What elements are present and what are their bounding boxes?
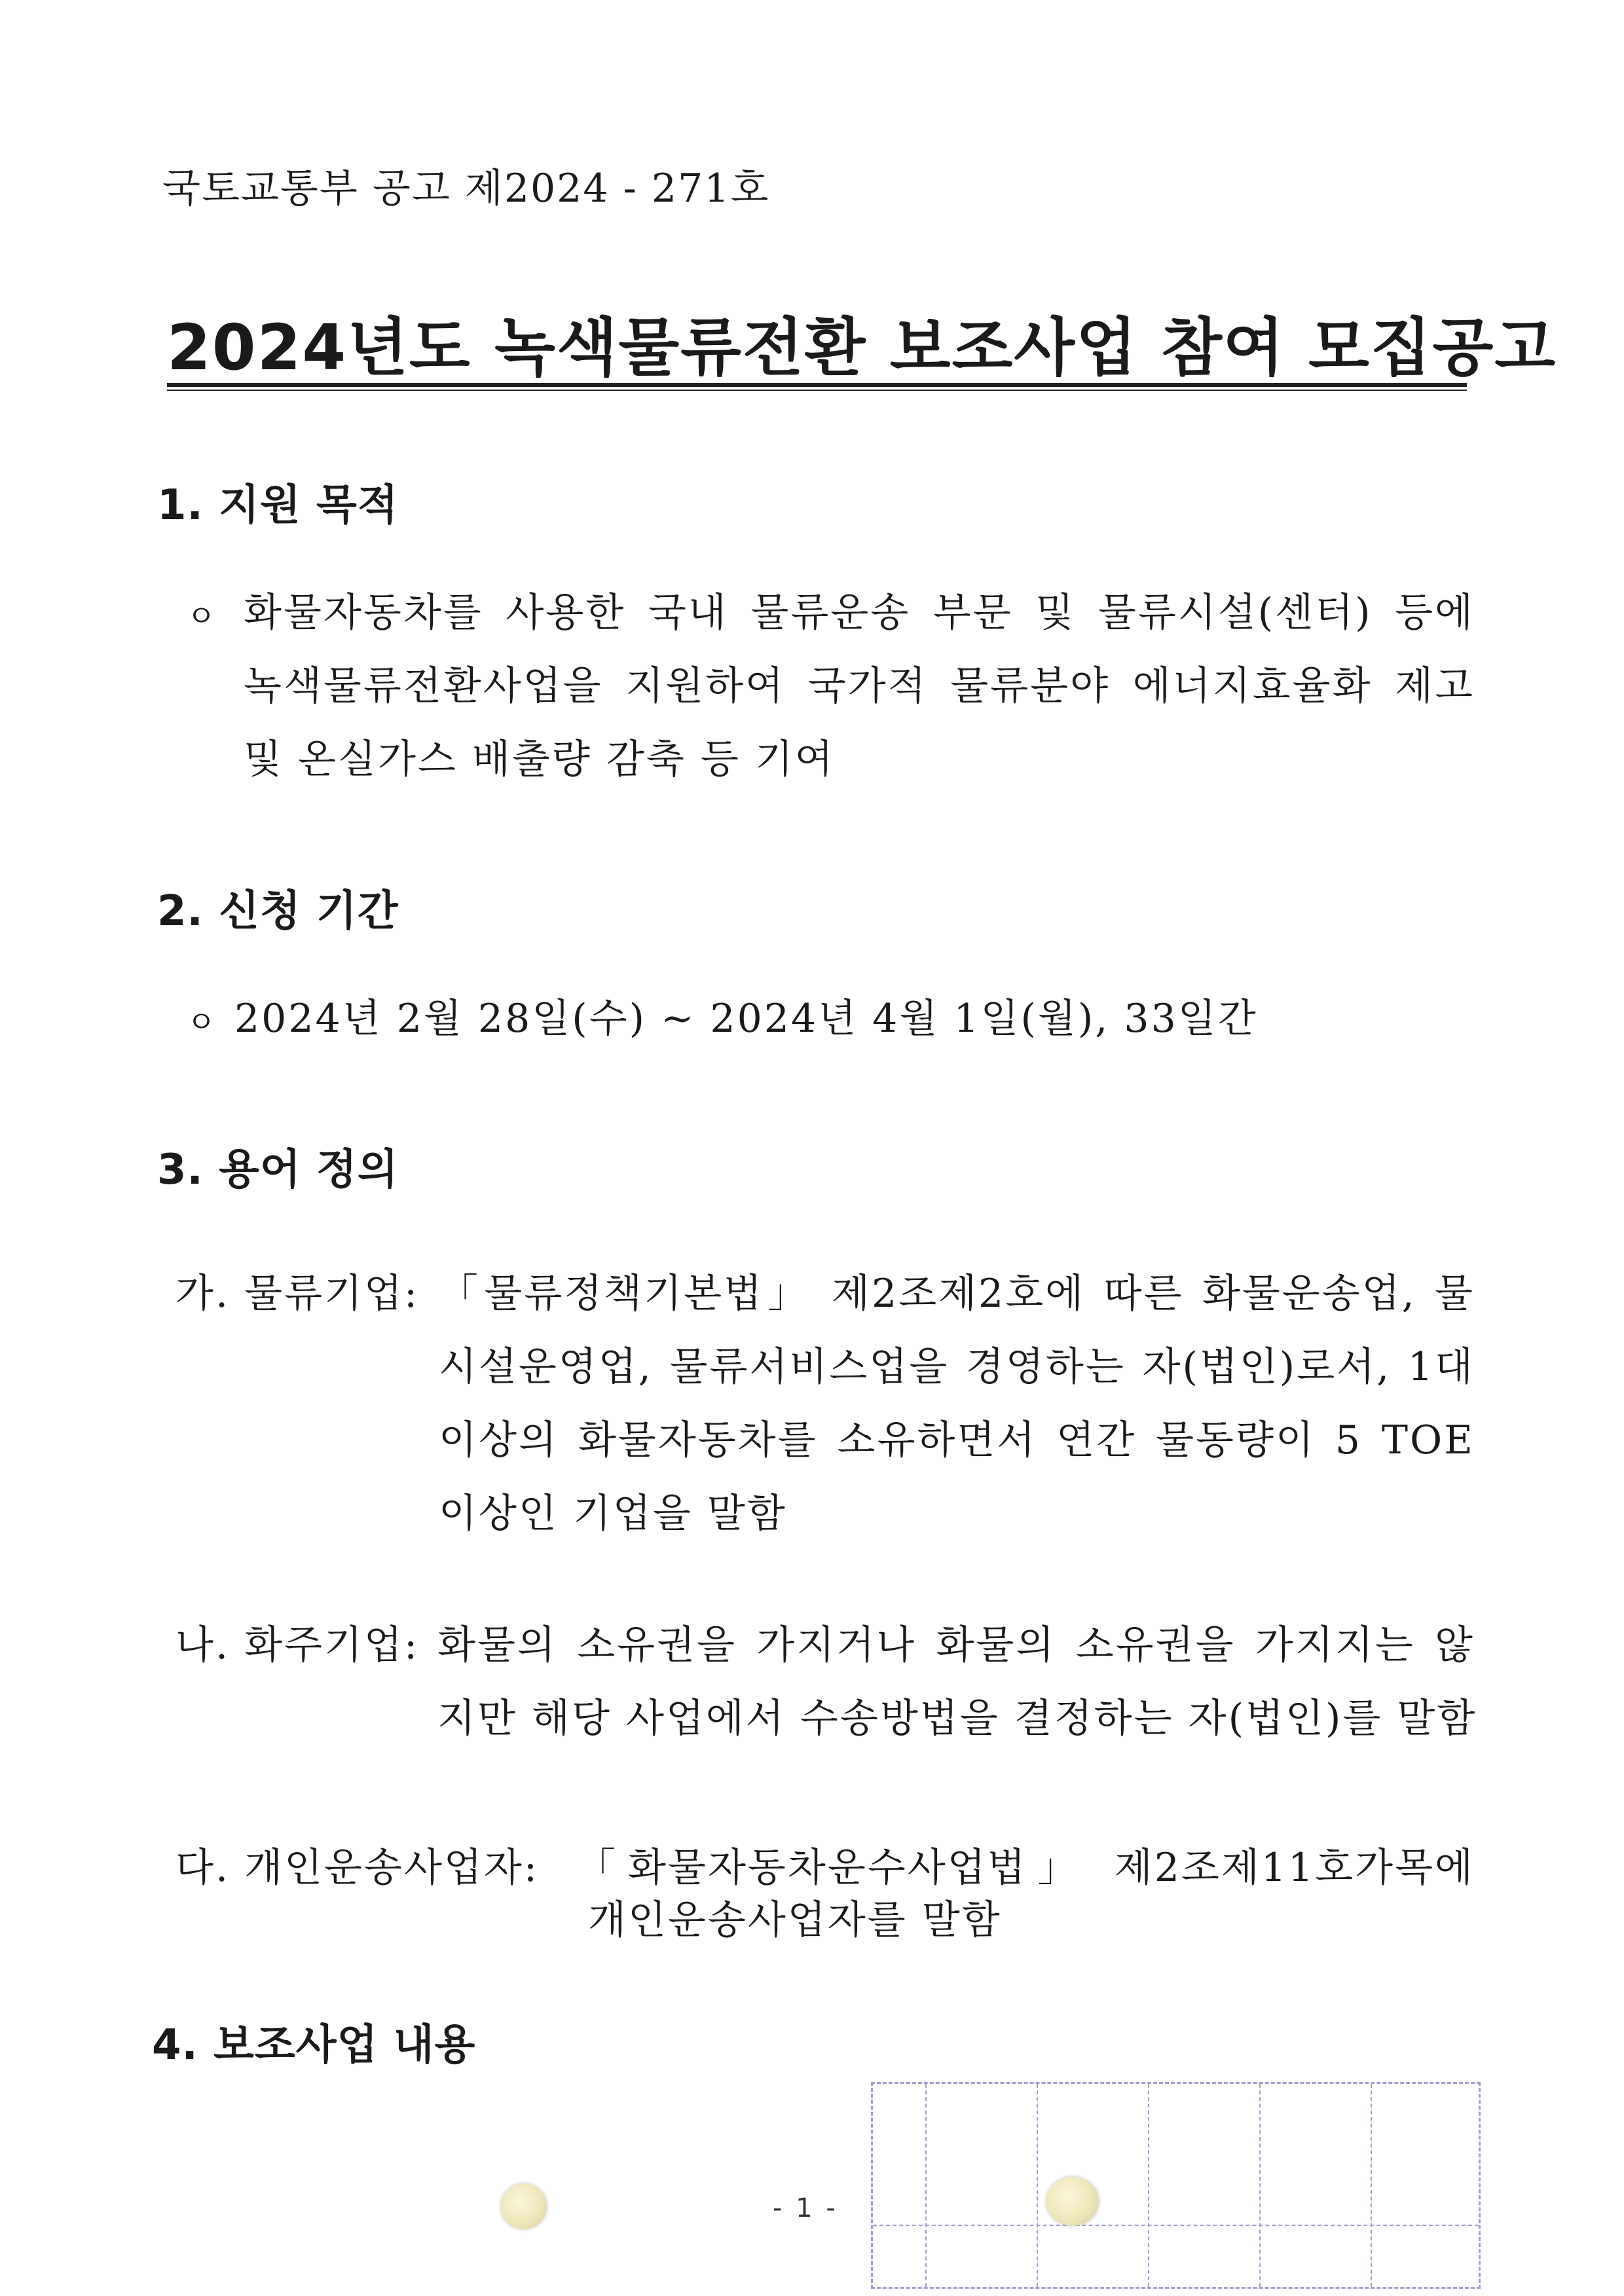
approval-stamp-box <box>871 2082 1481 2289</box>
section-3-heading: 3. 용어 정의 <box>157 1146 399 1194</box>
section-2-heading: 2. 신청 기간 <box>157 887 399 936</box>
term-1-line-3: 이상의 화물자동차를 소유하면서 연간 물동량이 5 TOE <box>439 1417 1475 1461</box>
term-3-line-2: 개인운송사업자를 말함 <box>588 1897 1002 1943</box>
term-1-line-2: 시설운영업, 물류서비스업을 경영하는 자(법인)로서, 1대 <box>439 1344 1475 1388</box>
document-title: 2024년도 녹색물류전환 보조사업 참여 모집공고 <box>167 311 1557 384</box>
term-2-line-1: 화물의 소유권을 가지거나 화물의 소유권을 가지지는 않 <box>437 1622 1475 1666</box>
section-1-bullet: ㅇ <box>187 598 216 634</box>
section-1-line-1: 화물자동차를 사용한 국내 물류운송 부문 및 물류시설(센터) 등에 <box>244 590 1475 634</box>
term-2-line-2: 지만 해당 사업에서 수송방법을 결정하는 자(법인)를 말함 <box>437 1696 1477 1741</box>
term-1-line-1: 「물류정책기본법」 제2조제2호에 따른 화물운송업, 물 <box>439 1271 1475 1315</box>
term-3-line-1: 「화물자동차운수사업법」 제2조제11호가목에 <box>576 1845 1475 1889</box>
section-2-bullet: ㅇ <box>187 1004 216 1040</box>
section-4-heading: 4. 보조사업 내용 <box>152 2021 476 2069</box>
hole-punch-right <box>1046 2177 1099 2226</box>
section-1-line-2: 녹색물류전환사업을 지원하여 국가적 물류분야 에너지효율화 제고 <box>244 663 1475 707</box>
term-1-line-4: 이상인 기업을 말함 <box>439 1491 787 1537</box>
notice-number: 국토교통부 공고 제2024 - 271호 <box>162 166 770 211</box>
term-2-label: 나. 화주기업: <box>175 1622 420 1668</box>
title-underline <box>167 383 1467 391</box>
page-number: - 1 - <box>773 2193 838 2223</box>
application-period: 2024년 2월 28일(수) ~ 2024년 4월 1일(월), 33일간 <box>234 996 1258 1042</box>
hole-punch-left <box>501 2183 547 2229</box>
term-1-label: 가. 물류기업: <box>175 1271 420 1317</box>
section-1-line-3: 및 온실가스 배출량 감축 등 기여 <box>244 737 835 782</box>
term-3-label: 다. 개인운송사업자: <box>175 1845 540 1891</box>
section-1-heading: 1. 지원 목적 <box>157 481 399 530</box>
